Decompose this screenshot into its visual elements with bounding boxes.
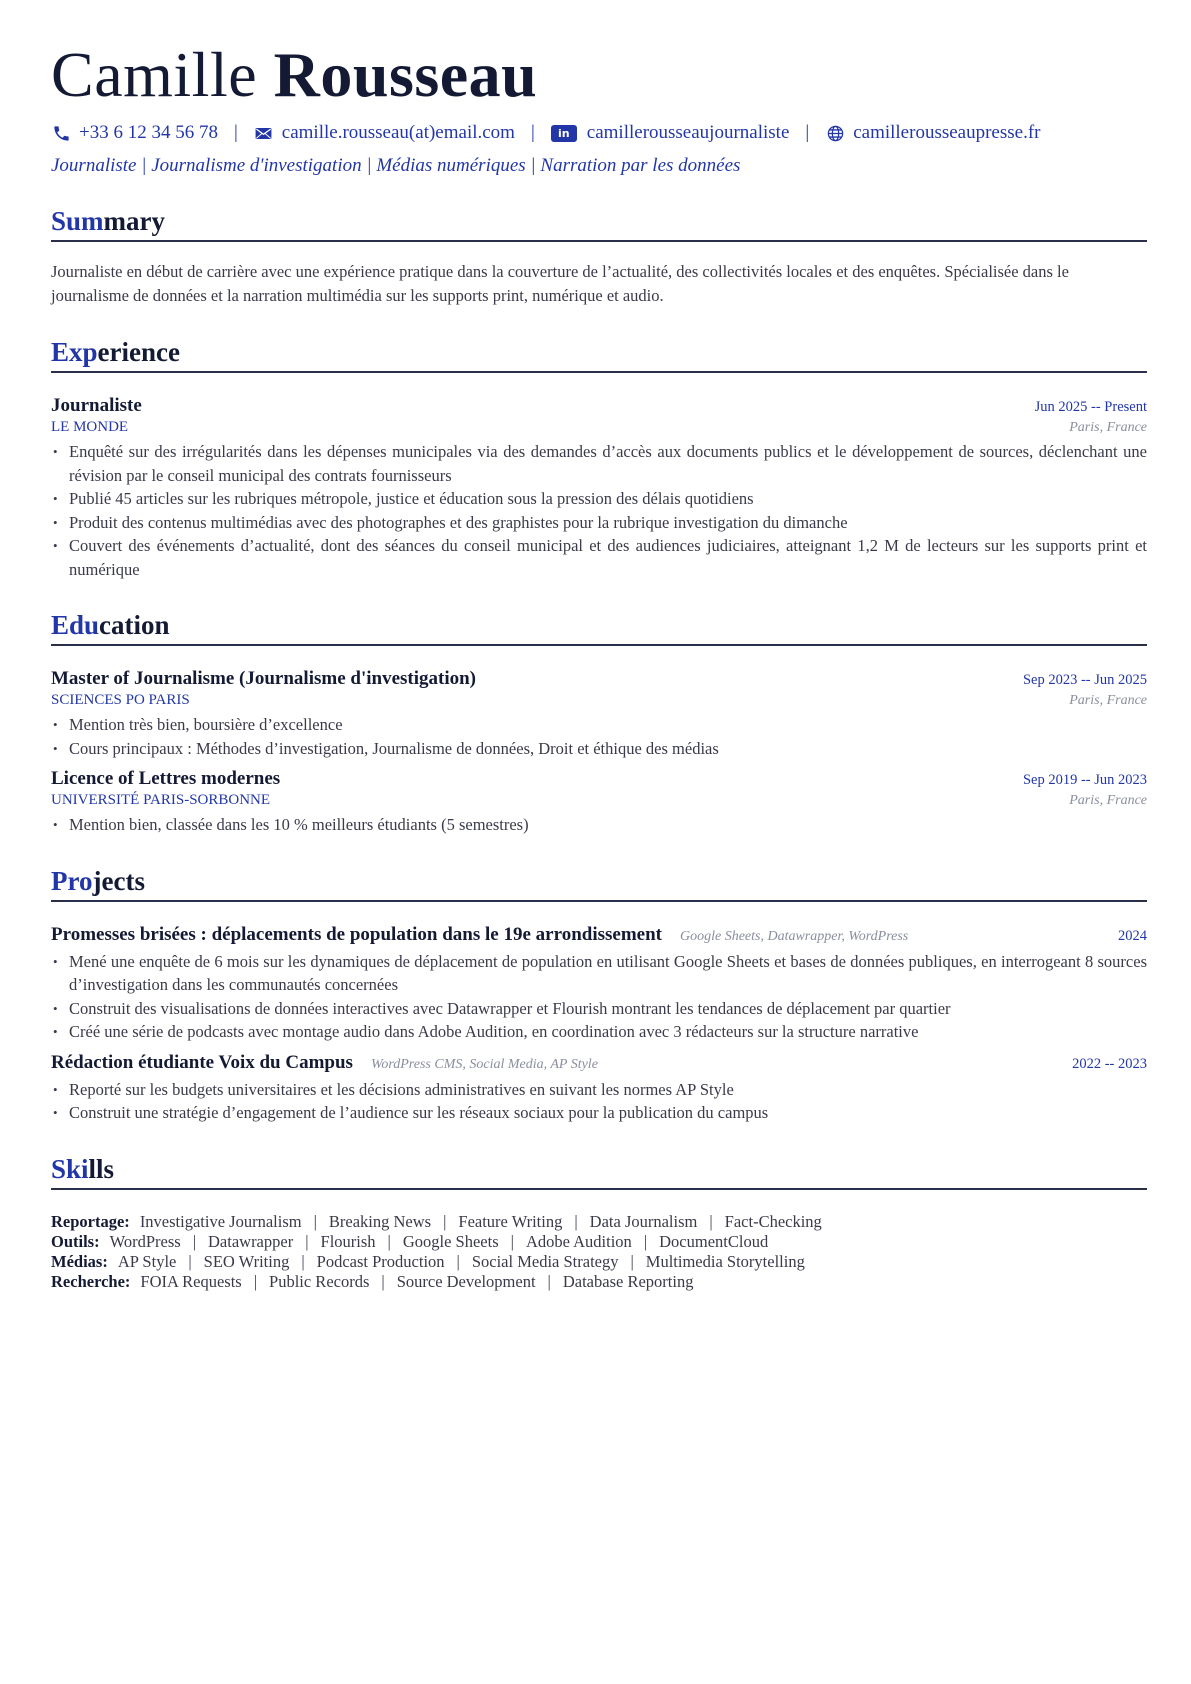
entry-title: Promesses brisées : déplacements de population dans le 19e arrondissement [51,923,662,945]
skill-item: Flourish [320,1231,376,1251]
entry-location: Paris, France [1069,420,1147,435]
education-section [51,609,1147,837]
entry-bullets [51,440,1147,581]
candidate-name [51,36,1147,114]
entry-bullets [51,1078,1147,1125]
skill-category: Médias: [51,1251,108,1271]
bullet-item: • Construit des visualisations de données interactives avec Datawrapper et Flourish montrant les tendances de déplacement par quartier [51,997,1147,1021]
skill-item: Google Sheets [402,1231,499,1251]
skill-item: Investigative Journalism [139,1211,302,1231]
skill-separator: | [643,1231,648,1251]
entry-date: Jun 2025 -- Present [1034,399,1147,415]
heading-rest: mary [103,206,166,236]
skill-separator: | [709,1211,713,1231]
skill-separator: | [574,1211,578,1231]
entry-organization: LE MONDE [51,419,129,435]
email-text: camille.rousseau(at)email.com [281,122,515,143]
bullet-item: • Mené une enquête de 6 mois sur les dynamiques de déplacement de population en utilisant Google Sheets et bases de données publiques, en interrogeant 8 sources d’investigation dans les communautés concernées [51,950,1147,997]
section-heading [51,205,1147,242]
skill-separator: | [253,1271,258,1291]
entry-title: Rédaction étudiante Voix du Campus [51,1051,353,1073]
skill-item: Feature Writing [458,1211,563,1231]
entry-location: Paris, France [1069,793,1147,808]
skill-row [51,1232,1147,1252]
bullet-item: • Publié 45 articles sur les rubriques métropole, justice et éducation sous la pression des délais quotidiens [51,487,1147,511]
skill-separator: | [188,1251,192,1271]
heading-accent: Pro [51,865,93,896]
skill-separator: | [630,1251,634,1271]
entry-tech-stack: WordPress CMS, Social Media, AP Style [370,1056,598,1072]
summary-text: Journaliste en début de carrière avec une expérience pratique dans la couverture de l’actualité, des collectivités locales et des enquêtes. Spécialisée dans le journalisme de données et la narration multimédia sur les supports print, numérique et audio. [51,262,1069,305]
entry-title: Master of Journalisme (Journalisme d'investigation) [51,668,477,689]
bullet-item: • Enquêté sur des irrégularités dans les dépenses municipales via des demandes d’accès aux documents publics et le développement de sources, déclenchant une révision par le conseil municipal des contrats fournisseurs [51,440,1147,487]
skill-item: Multimedia Storytelling [645,1251,805,1271]
skill-separator: | [456,1251,460,1271]
website-text: camillerousseaupresse.fr [853,122,1041,143]
skill-item: Breaking News [328,1211,432,1231]
contact-website[interactable] [825,122,1040,144]
project-entry [51,924,1147,1044]
heading-rest: lls [88,1153,115,1184]
heading-rest: cation [99,610,170,640]
skill-item: SEO Writing [203,1251,290,1271]
skill-separator: | [301,1251,305,1271]
contact-email[interactable] [254,122,515,144]
first-name: Camille [51,39,258,110]
bullet-item: • Produit des contenus multimédias avec des photographes et des graphistes pour la rubrique investigation du dimanche [51,511,1147,535]
skill-separator: | [313,1211,317,1231]
section-heading [51,865,1147,902]
entry-organization: SCIENCES PO PARIS [51,692,190,708]
resume-page [51,36,1147,1292]
heading-accent: Ski [51,1153,89,1184]
entry-date: 2024 [1118,927,1147,944]
entry-bullets [51,713,1147,760]
skill-item: Adobe Audition [525,1231,632,1251]
bullet-item: • Mention bien, classée dans les 10 % meilleurs étudiants (5 semestres) [51,813,1147,837]
skill-item: AP Style [117,1251,177,1271]
skill-row [51,1252,1147,1272]
skill-item: Public Records [269,1271,370,1291]
bullet-item: • Couvert des événements d’actualité, dont des séances du conseil municipal et des audiences judiciaires, atteignant 1,2 M de lecteurs sur les supports print et numérique [51,534,1147,581]
entry-date: Sep 2019 -- Jun 2023 [1022,772,1147,788]
section-heading [51,609,1147,646]
phone-icon [51,123,71,143]
heading-rest: erience [97,337,180,367]
skill-category: Reportage: [51,1211,130,1231]
skill-item: Fact-Checking [724,1211,822,1231]
contact-line [51,118,1147,148]
skill-separator: | [510,1231,514,1251]
contact-separator: | [530,122,535,143]
heading-accent: Edu [51,610,100,640]
skill-item: Podcast Production [316,1251,445,1271]
project-entry [51,1052,1147,1125]
heading-rest: jects [92,865,145,896]
education-entry [51,668,1147,760]
last-name: Rousseau [273,39,538,110]
contact-phone[interactable] [51,122,218,144]
entry-location: Paris, France [1069,693,1147,708]
skill-separator: | [305,1231,309,1251]
skills-list [51,1212,1147,1292]
entry-bullets [51,950,1147,1044]
experience-section [51,336,1147,581]
bullet-item: • Reporté sur les budgets universitaires et les décisions administratives en suivant les normes AP Style [51,1078,1147,1102]
skill-item: FOIA Requests [140,1271,242,1291]
skill-item: DocumentCloud [659,1231,769,1251]
skill-item: Data Journalism [589,1211,698,1231]
envelope-icon [254,123,274,143]
skill-category: Recherche: [51,1271,131,1291]
entry-organization: UNIVERSITÉ PARIS-SORBONNE [51,792,271,808]
heading-accent: Exp [51,337,98,367]
skill-separator: | [387,1231,391,1251]
entry-bullets [51,813,1147,837]
skill-row [51,1212,1147,1232]
heading-accent: Sum [51,206,104,236]
entry-title: Journaliste [51,395,142,416]
section-heading [51,336,1147,373]
skill-item: Database Reporting [562,1271,694,1291]
skill-separator: | [381,1271,385,1291]
experience-entry [51,395,1147,581]
bullet-item: • Créé une série de podcasts avec montage audio dans Adobe Audition, en coordination avec 3 rédacteurs sur la structure narrative [51,1020,1147,1044]
contact-linkedin[interactable] [551,122,790,144]
contact-separator: | [805,122,810,143]
skill-item: Datawrapper [208,1231,294,1251]
entry-tech-stack: Google Sheets, Datawrapper, WordPress [679,928,909,944]
skills-section [51,1153,1147,1292]
tagline: Journaliste | Journalisme d'investigation | Médias numériques | Narration par les données [51,155,741,176]
skill-separator: | [443,1211,447,1231]
section-heading [51,1153,1147,1190]
summary-section [51,205,1147,308]
skill-item: Source Development [396,1271,536,1291]
linkedin-icon: in [551,125,577,142]
linkedin-text: camillerousseaujournaliste [586,122,790,143]
skill-row [51,1272,1147,1292]
skill-item: WordPress [109,1231,181,1251]
skill-separator: | [192,1231,196,1251]
skill-separator: | [547,1271,551,1291]
entry-date: 2022 -- 2023 [1072,1055,1147,1072]
contact-separator: | [233,122,238,143]
bullet-item: • Mention très bien, boursière d’excellence [51,713,1147,737]
bullet-item: • Cours principaux : Méthodes d’investigation, Journalisme de données, Droit et éthique des médias [51,737,1147,761]
entry-title: Licence of Lettres modernes [51,768,281,789]
projects-section [51,865,1147,1125]
globe-icon [825,123,845,143]
phone-text: +33 6 12 34 56 78 [79,122,218,143]
skill-category: Outils: [51,1231,100,1251]
education-entry [51,768,1147,837]
entry-date: Sep 2023 -- Jun 2025 [1022,672,1147,688]
bullet-item: • Construit une stratégie d’engagement de l’audience sur les réseaux sociaux pour la publication du campus [51,1101,1147,1125]
skill-item: Social Media Strategy [471,1251,619,1271]
